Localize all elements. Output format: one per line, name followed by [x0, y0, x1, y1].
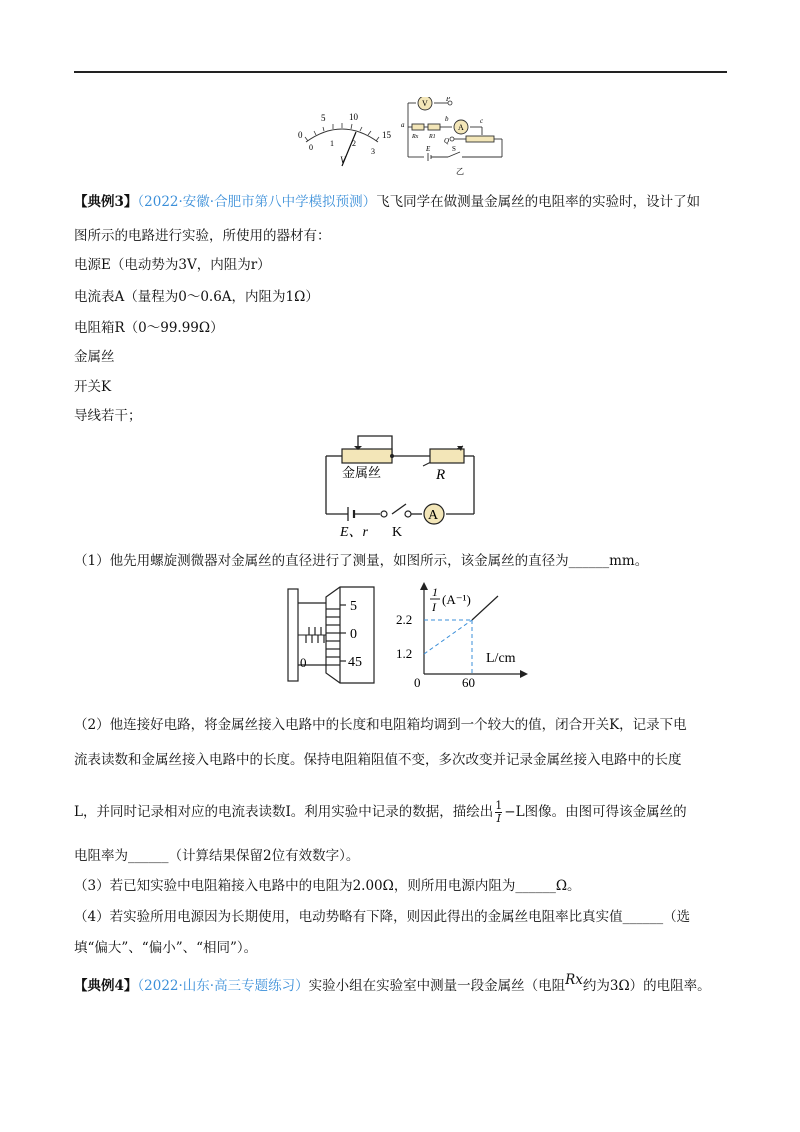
circuit-b-figure	[400, 97, 515, 177]
circuit-b-node-c: c	[480, 117, 484, 125]
example4-rx: Rx	[565, 972, 583, 988]
equipment-item: 金属丝	[74, 349, 115, 365]
circuit-b-node-p: P	[446, 97, 451, 103]
micrometer-thimble-5: 5	[350, 599, 357, 614]
meter-top-5: 5	[321, 113, 326, 123]
circuit-b-rx: Rx	[412, 134, 419, 140]
equipment-item: 电阻箱R（0～99.99Ω）	[74, 320, 224, 336]
graph-y-tick-2.2: 2.2	[396, 612, 413, 627]
circuit-b-s: S	[452, 145, 456, 153]
graph-x-tick-0: 0	[414, 675, 421, 690]
inverse-current-vs-length-graph	[394, 580, 544, 690]
example3-intro-b: 图所示的电路进行实验，所使用的器材有：	[74, 228, 331, 244]
equipment-item: 电源E（电动势为3V，内阻为r）	[74, 257, 271, 273]
circuit-b-node-b: b	[445, 115, 449, 123]
graph-y-label-den: I	[432, 600, 436, 614]
question-2-line-c-text-a: L，并同时记录相对应的电流表读数I。利用实验中记录的数据，描绘出	[74, 804, 494, 820]
meter-bot-1: 1	[330, 139, 334, 148]
question-2-line-c	[74, 800, 687, 825]
equipment-item: 导线若干；	[74, 408, 142, 424]
example4-tag: 【典例4】	[74, 978, 138, 994]
meter-top-15: 15	[382, 130, 391, 140]
question-2-line-b: 流表读数和金属丝接入电路中的长度。保持电阻箱阻值不变，多次改变并记录金属丝接入电路中的长度	[74, 752, 682, 768]
meter-top-10: 10	[349, 112, 358, 122]
question-4-line-a: （4）若实验所用电源因为长期使用，电动势略有下降，则因此得出的金属丝电阻率比真实值______（选	[74, 909, 691, 925]
graph-x-tick-60: 60	[462, 675, 475, 690]
graph-y-label-num: 1	[432, 585, 438, 599]
example3-source[interactable]: （2022·安徽·合肥市第八中学模拟预测）	[137, 194, 377, 210]
example4-text-a: 实验小组在实验室中测量一段金属丝（电阻	[308, 978, 566, 994]
meter-bot-3: 3	[371, 147, 375, 156]
main-circuit-source-label: E、r	[340, 525, 368, 540]
circuit-b-caption: 乙	[456, 167, 464, 176]
main-circuit-wire-label: 金属丝	[342, 465, 382, 480]
main-circuit-box-label: R	[436, 467, 446, 483]
circuit-b-node-a: a	[401, 121, 405, 129]
inverse-current-fraction: $\frac{1}{I}$	[495, 799, 503, 825]
main-circuit-ammeter-label: A	[428, 508, 439, 523]
voltmeter-dial-figure	[292, 108, 397, 178]
equipment-item: 电流表A（量程为0～0.6A，内阻为1Ω）	[74, 289, 319, 305]
meter-top-0: 0	[298, 130, 303, 140]
main-circuit-diagram	[318, 432, 483, 542]
example3-tag: 【典例3】	[74, 194, 138, 210]
question-4-line-b: 填“偏大”、“偏小”、“相同”）。	[74, 940, 258, 956]
micrometer-sleeve-zero: 0	[300, 655, 307, 670]
example4-source[interactable]: （2022·山东·高三专题练习）	[137, 978, 309, 994]
question-2-line-a: （2）他连接好电路，将金属丝接入电路中的长度和电阻箱均调到一个较大的值，闭合开关K，记录下电	[74, 717, 687, 733]
micrometer-thimble-45: 45	[348, 655, 362, 670]
circuit-b-voltmeter: V	[422, 99, 428, 108]
question-1: （1）他先用螺旋测微器对金属丝的直径进行了测量，如图所示，该金属丝的直径为______mm。	[74, 553, 649, 569]
graph-x-label: L/cm	[486, 651, 516, 666]
example4-text-b: 约为3Ω）的电阻率。	[582, 978, 711, 994]
micrometer-thimble-0: 0	[350, 627, 357, 642]
graph-y-tick-1.2: 1.2	[396, 646, 413, 661]
example4-heading	[74, 972, 711, 996]
example3-intro-a: 飞飞同学在做测量金属丝的电阻率的实验时，设计了如	[376, 194, 701, 210]
graph-y-unit: (A⁻¹)	[442, 592, 471, 607]
meter-bot-2: 2	[352, 139, 356, 148]
question-2-line-d: 电阻率为______（计算结果保留2位有效数字）。	[74, 848, 360, 864]
meter-unit: V	[340, 155, 346, 165]
main-circuit-switch-label: K	[392, 525, 403, 540]
question-3: （3）若已知实验中电阻箱接入电路中的电阻为2.00Ω，则所用电源内阻为______Ω。	[74, 878, 581, 894]
circuit-b-ammeter: A	[458, 123, 464, 132]
equipment-item: 开关K	[74, 379, 112, 395]
example3-heading	[74, 192, 700, 212]
meter-bot-0: 0	[309, 143, 313, 152]
circuit-b-e: E	[426, 145, 431, 153]
question-2-line-c-text-b: −L图像。由图可得该金属丝的	[504, 804, 687, 820]
micrometer-figure	[282, 585, 382, 687]
header-rule	[74, 71, 727, 73]
circuit-b-node-q: Q	[444, 137, 450, 145]
circuit-b-r1: R1	[429, 134, 436, 140]
